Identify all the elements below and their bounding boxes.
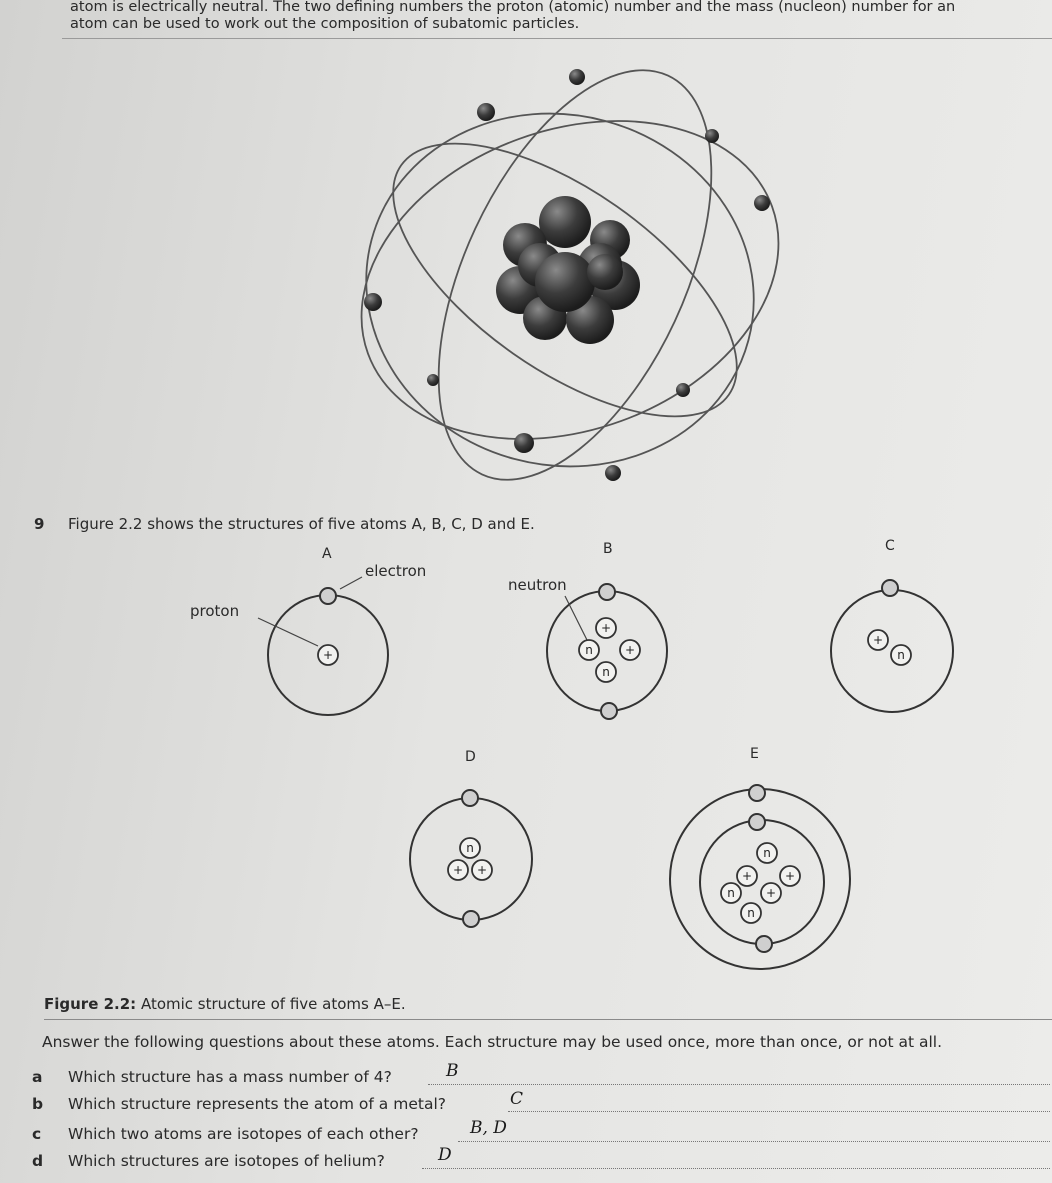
neutron-symbol: n xyxy=(747,906,755,920)
item-text: Which structure has a mass number of 4? xyxy=(68,1068,392,1086)
neutron-symbol: n xyxy=(727,886,735,900)
answer-line-a[interactable] xyxy=(428,1084,1050,1085)
label-atom-a: A xyxy=(322,546,332,562)
question-item-b xyxy=(32,1095,446,1113)
answer-a: B xyxy=(446,1061,459,1081)
electron-label: electron xyxy=(365,562,427,580)
question-item-c xyxy=(32,1125,419,1143)
intro-line-1: atom is electrically neutral. The two defining numbers the proton (atomic) number and the mass (nucleon) number for an xyxy=(70,0,956,15)
label-atom-c: C xyxy=(885,538,895,554)
neutron-symbol: n xyxy=(466,841,474,855)
proton-symbol: + xyxy=(600,621,612,635)
proton-symbol: + xyxy=(741,869,753,883)
neutron-symbol: n xyxy=(897,648,905,662)
neutron-symbol: n xyxy=(585,643,593,657)
neutron-label: neutron xyxy=(508,576,567,594)
electron-d-top xyxy=(462,790,478,806)
question-item-a xyxy=(32,1068,392,1086)
question-stem: Figure 2.2 shows the structures of five atoms A, B, C, D and E. xyxy=(68,515,535,533)
item-letter: a xyxy=(32,1068,43,1086)
answer-line-c[interactable] xyxy=(458,1141,1050,1142)
proton-symbol: + xyxy=(624,643,636,657)
atom-e-inner-shell xyxy=(700,820,824,944)
answer-d: D xyxy=(438,1145,452,1165)
item-text: Which structures are isotopes of helium? xyxy=(68,1152,385,1170)
electron-d-bottom xyxy=(463,911,479,927)
proton-label: proton xyxy=(190,602,240,620)
proton-symbol: + xyxy=(765,886,777,900)
proton-symbol: + xyxy=(322,648,334,662)
question-number: 9 xyxy=(34,515,45,533)
electron-e-inner-top xyxy=(749,814,765,830)
electron-a xyxy=(320,588,336,604)
proton-symbol: + xyxy=(784,869,796,883)
neutron-symbol: n xyxy=(763,846,771,860)
item-letter: d xyxy=(32,1152,44,1170)
label-atom-e: E xyxy=(750,746,759,762)
proton-symbol: + xyxy=(452,863,464,877)
answer-line-d[interactable] xyxy=(422,1168,1050,1169)
electron-b-bottom xyxy=(601,703,617,719)
electron-c xyxy=(882,580,898,596)
item-text: Which structure represents the atom of a metal? xyxy=(68,1095,446,1113)
atom-d-shell xyxy=(410,798,532,920)
neutron-symbol: n xyxy=(602,665,610,679)
caption-text: Atomic structure of five atoms A–E. xyxy=(136,995,406,1013)
answer-line-b[interactable] xyxy=(508,1111,1050,1112)
answer-b: C xyxy=(510,1089,524,1109)
label-atom-d: D xyxy=(465,749,476,765)
answer-c: B, D xyxy=(470,1118,507,1138)
proton-symbol: + xyxy=(872,633,884,647)
question-item-d xyxy=(32,1152,385,1170)
electron-e-outer xyxy=(749,785,765,801)
item-letter: b xyxy=(32,1095,44,1113)
figure-caption xyxy=(44,995,406,1013)
electron-b-top xyxy=(599,584,615,600)
proton-symbol: + xyxy=(476,863,488,877)
label-atom-b: B xyxy=(603,541,613,557)
caption-divider xyxy=(44,1019,1052,1020)
item-text: Which two atoms are isotopes of each other? xyxy=(68,1125,419,1143)
atom-b-shell xyxy=(547,591,667,711)
instructions: Answer the following questions about these atoms. Each structure may be used once, more than once, or not at all. xyxy=(42,1033,942,1051)
caption-prefix: Figure 2.2: xyxy=(44,995,137,1013)
item-letter: c xyxy=(32,1125,42,1143)
intro-line-2: atom can be used to work out the composition of subatomic particles. xyxy=(70,16,580,32)
electron-e-inner-bottom xyxy=(756,936,772,952)
